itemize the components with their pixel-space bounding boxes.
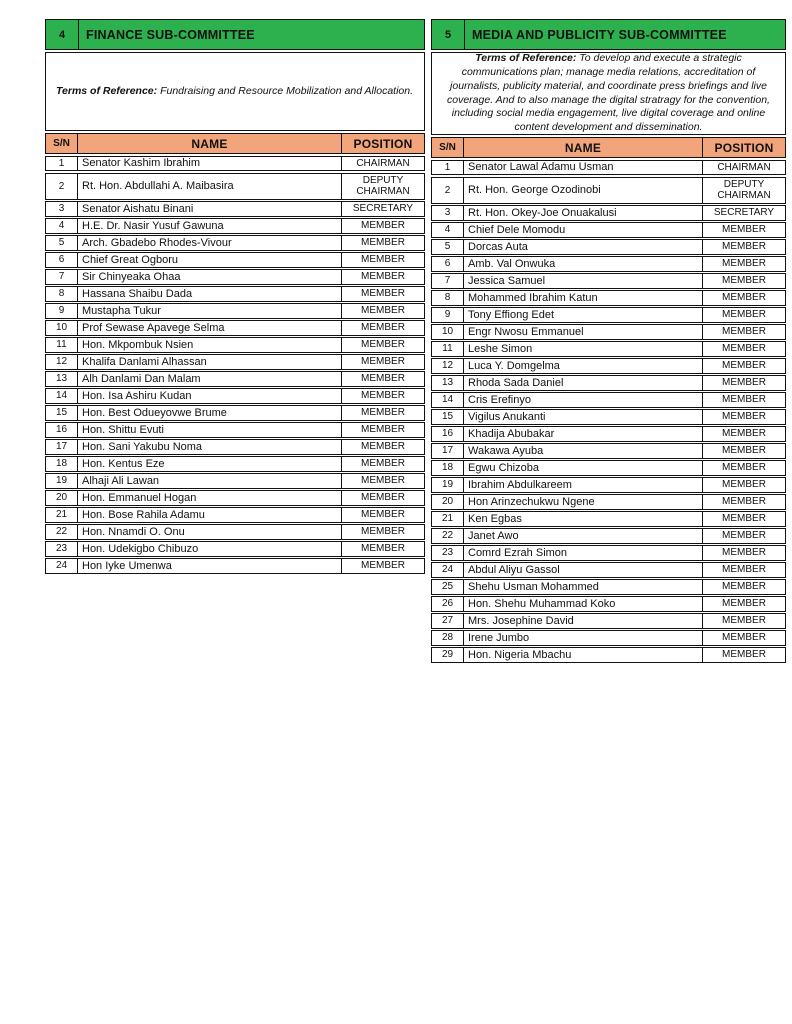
table-row	[45, 286, 425, 302]
cell-name: Hon. Nnamdi O. Onu	[78, 525, 342, 539]
cell-position: MEMBER	[722, 496, 766, 508]
cell-position: MEMBER	[722, 326, 766, 338]
cell-position: CHAIRMAN	[717, 161, 771, 173]
table-row	[45, 201, 425, 217]
cell-sn: 3	[432, 206, 464, 220]
cell-position: MEMBER	[361, 356, 405, 368]
cell-name: Hon. Kentus Eze	[78, 457, 342, 471]
column-header-sn: S/N	[432, 138, 464, 157]
cell-name: Rt. Hon. George Ozodinobi	[464, 178, 703, 203]
cell-sn: 12	[432, 359, 464, 373]
cell-name: Dorcas Auta	[464, 240, 703, 254]
cell-name: Comrd Ezrah Simon	[464, 546, 703, 560]
table-row	[431, 477, 786, 493]
table-row	[431, 647, 786, 663]
cell-name: Hon. Shittu Evuti	[78, 423, 342, 437]
cell-name: Chief Dele Momodu	[464, 223, 703, 237]
committee-number: 4	[46, 20, 79, 49]
cell-name: Egwu Chizoba	[464, 461, 703, 475]
table-row	[431, 177, 786, 204]
table-row	[431, 392, 786, 408]
cell-sn: 17	[432, 444, 464, 458]
cell-name: Prof Sewase Apavege Selma	[78, 321, 342, 335]
table-row	[431, 545, 786, 561]
cell-name: Senator Aishatu Binani	[78, 202, 342, 216]
cell-sn: 24	[46, 559, 78, 573]
table-row	[431, 409, 786, 425]
committee-title: FINANCE SUB-COMMITTEE	[86, 27, 255, 42]
cell-sn: 11	[432, 342, 464, 356]
cell-name: Amb. Val Onwuka	[464, 257, 703, 271]
cell-position: MEMBER	[361, 526, 405, 538]
cell-sn: 1	[46, 157, 78, 171]
cell-name: Rt. Hon. Okey-Joe Onuakalusi	[464, 206, 703, 220]
cell-position: MEMBER	[361, 254, 405, 266]
cell-position: MEMBER	[722, 615, 766, 627]
table-row	[431, 579, 786, 595]
cell-position: MEMBER	[361, 373, 405, 385]
table-row	[431, 630, 786, 646]
table-row	[45, 456, 425, 472]
cell-position: MEMBER	[722, 564, 766, 576]
cell-name: Tony Effiong Edet	[464, 308, 703, 322]
cell-name: Wakawa Ayuba	[464, 444, 703, 458]
cell-sn: 7	[432, 274, 464, 288]
cell-position: MEMBER	[722, 394, 766, 406]
column-header-name: NAME	[464, 138, 703, 157]
table-row	[431, 528, 786, 544]
cell-name: Mohammed Ibrahim Katun	[464, 291, 703, 305]
cell-name: Luca Y. Domgelma	[464, 359, 703, 373]
cell-position: MEMBER	[361, 458, 405, 470]
cell-name: Khalifa Danlami Alhassan	[78, 355, 342, 369]
cell-sn: 4	[432, 223, 464, 237]
cell-sn: 1	[432, 161, 464, 175]
table-row	[45, 371, 425, 387]
cell-position: SECRETARY	[713, 207, 775, 219]
cell-name: Senator Kashim Ibrahim	[78, 157, 342, 171]
cell-position: MEMBER	[722, 462, 766, 474]
table-row	[45, 558, 425, 574]
terms-body: Fundraising and Resource Mobilization and Allocation.	[160, 84, 414, 97]
table-column-header	[45, 133, 425, 154]
cell-position: MEMBER	[361, 492, 405, 504]
cell-sn: 16	[46, 423, 78, 437]
terms-of-reference-box	[45, 52, 425, 131]
cell-name: Hon. Best Odueyovwe Brume	[78, 406, 342, 420]
cell-sn: 16	[432, 427, 464, 441]
table-row	[431, 426, 786, 442]
table-row	[45, 405, 425, 421]
cell-sn: 8	[46, 287, 78, 301]
table-row	[45, 439, 425, 455]
cell-position: MEMBER	[361, 322, 405, 334]
cell-sn: 18	[432, 461, 464, 475]
cell-sn: 5	[46, 236, 78, 250]
cell-position: DEPUTY CHAIRMAN	[356, 175, 410, 197]
cell-sn: 4	[46, 219, 78, 233]
cell-position: MEMBER	[722, 258, 766, 270]
table-row	[431, 375, 786, 391]
cell-name: Hon. Bose Rahila Adamu	[78, 508, 342, 522]
table-row	[431, 596, 786, 612]
table-row	[45, 337, 425, 353]
cell-sn: 6	[46, 253, 78, 267]
cell-name: Rt. Hon. Abdullahi A. Maibasira	[78, 174, 342, 199]
terms-body: To develop and execute a strategic communications plan; manage media relations, accreditation of journalists, publicity material, and coordinate press briefings and live coverage. And to also manage the digital stratragy for the convention, including social media engagement, live digital coverage and online content development and dissemination.	[447, 51, 770, 134]
cell-position: MEMBER	[722, 343, 766, 355]
cell-position: MEMBER	[361, 560, 405, 572]
cell-position: MEMBER	[722, 411, 766, 423]
cell-position: MEMBER	[722, 513, 766, 525]
column-header-name: NAME	[78, 134, 342, 153]
cell-sn: 21	[46, 508, 78, 522]
cell-sn: 10	[432, 325, 464, 339]
cell-position: MEMBER	[361, 407, 405, 419]
cell-sn: 15	[46, 406, 78, 420]
column-header-position: POSITION	[353, 136, 413, 151]
column-header-sn: S/N	[46, 134, 78, 153]
table-row	[431, 239, 786, 255]
cell-name: Alh Danlami Dan Malam	[78, 372, 342, 386]
cell-position: DEPUTY CHAIRMAN	[717, 179, 771, 201]
cell-position: MEMBER	[361, 509, 405, 521]
cell-sn: 17	[46, 440, 78, 454]
cell-position: MEMBER	[361, 305, 405, 317]
cell-sn: 29	[432, 648, 464, 662]
cell-position: MEMBER	[361, 390, 405, 402]
committee-header-media	[431, 19, 786, 50]
table-row	[431, 443, 786, 459]
cell-position: MEMBER	[361, 220, 405, 232]
cell-name: Hon. Sani Yakubu Noma	[78, 440, 342, 454]
cell-name: Janet Awo	[464, 529, 703, 543]
cell-name: H.E. Dr. Nasir Yusuf Gawuna	[78, 219, 342, 233]
member-rows	[431, 160, 786, 663]
table-row	[431, 562, 786, 578]
cell-position: MEMBER	[722, 224, 766, 236]
cell-name: Hon. Mkpombuk Nsien	[78, 338, 342, 352]
cell-name: Hon Arinzechukwu Ngene	[464, 495, 703, 509]
cell-sn: 13	[432, 376, 464, 390]
cell-sn: 27	[432, 614, 464, 628]
table-row	[431, 273, 786, 289]
table-row	[45, 235, 425, 251]
cell-position: MEMBER	[722, 428, 766, 440]
table-row	[431, 160, 786, 176]
cell-name: Alhaji Ali Lawan	[78, 474, 342, 488]
cell-name: Hon. Nigeria Mbachu	[464, 648, 703, 662]
cell-position: MEMBER	[361, 475, 405, 487]
cell-position: MEMBER	[361, 543, 405, 555]
cell-name: Shehu Usman Mohammed	[464, 580, 703, 594]
cell-sn: 21	[432, 512, 464, 526]
cell-name: Irene Jumbo	[464, 631, 703, 645]
table-row	[45, 173, 425, 200]
cell-position: MEMBER	[361, 424, 405, 436]
table-row	[431, 511, 786, 527]
table-row	[45, 252, 425, 268]
committee-header-finance	[45, 19, 425, 50]
cell-position: MEMBER	[722, 479, 766, 491]
cell-name: Hon. Shehu Muhammad Koko	[464, 597, 703, 611]
table-row	[45, 388, 425, 404]
table-row	[45, 422, 425, 438]
cell-sn: 18	[46, 457, 78, 471]
table-row	[45, 354, 425, 370]
table-row	[45, 507, 425, 523]
column-header-position: POSITION	[714, 140, 774, 155]
terms-of-reference-box	[431, 52, 786, 135]
cell-position: MEMBER	[722, 530, 766, 542]
cell-name: Engr Nwosu Emmanuel	[464, 325, 703, 339]
cell-position: SECRETARY	[352, 203, 414, 215]
table-row	[45, 541, 425, 557]
cell-sn: 14	[46, 389, 78, 403]
table-column-header	[431, 137, 786, 158]
media-publicity-subcommittee-table	[431, 19, 786, 663]
cell-position: MEMBER	[722, 632, 766, 644]
cell-position: MEMBER	[722, 241, 766, 253]
cell-name: Sir Chinyeaka Ohaa	[78, 270, 342, 284]
cell-name: Leshe Simon	[464, 342, 703, 356]
terms-label: Terms of Reference:	[56, 84, 158, 97]
table-row	[45, 490, 425, 506]
cell-position: MEMBER	[722, 649, 766, 661]
cell-position: MEMBER	[722, 377, 766, 389]
cell-sn: 14	[432, 393, 464, 407]
committee-number: 5	[432, 20, 465, 49]
cell-name: Hassana Shaibu Dada	[78, 287, 342, 301]
table-row	[45, 303, 425, 319]
cell-name: Senator Lawal Adamu Usman	[464, 161, 703, 175]
cell-sn: 19	[46, 474, 78, 488]
cell-sn: 15	[432, 410, 464, 424]
cell-name: Rhoda Sada Daniel	[464, 376, 703, 390]
table-row	[431, 460, 786, 476]
cell-sn: 20	[46, 491, 78, 505]
table-row	[45, 524, 425, 540]
table-row	[431, 494, 786, 510]
table-row	[431, 205, 786, 221]
cell-position: MEMBER	[722, 275, 766, 287]
cell-name: Hon Iyke Umenwa	[78, 559, 342, 573]
terms-label: Terms of Reference:	[475, 51, 577, 64]
cell-position: MEMBER	[722, 309, 766, 321]
cell-sn: 22	[46, 525, 78, 539]
table-row	[45, 320, 425, 336]
cell-name: Ibrahim Abdulkareem	[464, 478, 703, 492]
cell-name: Cris Erefinyo	[464, 393, 703, 407]
cell-sn: 20	[432, 495, 464, 509]
terms-of-reference-text	[438, 52, 779, 136]
cell-position: MEMBER	[722, 360, 766, 372]
cell-sn: 12	[46, 355, 78, 369]
cell-sn: 28	[432, 631, 464, 645]
table-row	[45, 473, 425, 489]
table-row	[45, 156, 425, 172]
cell-position: MEMBER	[722, 598, 766, 610]
cell-sn: 22	[432, 529, 464, 543]
table-row	[431, 290, 786, 306]
cell-name: Hon. Udekigbo Chibuzo	[78, 542, 342, 556]
cell-sn: 2	[46, 174, 78, 199]
terms-of-reference-text	[56, 85, 414, 99]
cell-sn: 24	[432, 563, 464, 577]
cell-name: Mustapha Tukur	[78, 304, 342, 318]
cell-name: Mrs. Josephine David	[464, 614, 703, 628]
cell-sn: 7	[46, 270, 78, 284]
cell-name: Hon. Emmanuel Hogan	[78, 491, 342, 505]
cell-sn: 10	[46, 321, 78, 335]
table-row	[431, 324, 786, 340]
table-row	[431, 256, 786, 272]
table-row	[431, 613, 786, 629]
cell-position: MEMBER	[722, 445, 766, 457]
cell-name: Abdul Aliyu Gassol	[464, 563, 703, 577]
cell-name: Vigilus Anukanti	[464, 410, 703, 424]
cell-position: MEMBER	[361, 339, 405, 351]
cell-sn: 6	[432, 257, 464, 271]
cell-position: MEMBER	[722, 581, 766, 593]
cell-position: MEMBER	[361, 288, 405, 300]
cell-sn: 23	[46, 542, 78, 556]
table-row	[431, 222, 786, 238]
table-row	[431, 341, 786, 357]
table-row	[431, 358, 786, 374]
cell-position: MEMBER	[361, 271, 405, 283]
table-row	[431, 307, 786, 323]
cell-sn: 26	[432, 597, 464, 611]
cell-sn: 11	[46, 338, 78, 352]
cell-sn: 2	[432, 178, 464, 203]
table-row	[45, 218, 425, 234]
cell-name: Chief Great Ogboru	[78, 253, 342, 267]
cell-position: MEMBER	[722, 547, 766, 559]
cell-name: Ken Egbas	[464, 512, 703, 526]
cell-sn: 13	[46, 372, 78, 386]
table-row	[45, 269, 425, 285]
cell-sn: 3	[46, 202, 78, 216]
cell-name: Arch. Gbadebo Rhodes-Vivour	[78, 236, 342, 250]
cell-sn: 9	[432, 308, 464, 322]
cell-sn: 19	[432, 478, 464, 492]
cell-sn: 23	[432, 546, 464, 560]
cell-position: MEMBER	[361, 441, 405, 453]
cell-position: MEMBER	[722, 292, 766, 304]
finance-subcommittee-table	[45, 19, 425, 574]
committee-title: MEDIA AND PUBLICITY SUB-COMMITTEE	[472, 27, 727, 42]
cell-sn: 5	[432, 240, 464, 254]
cell-name: Khadija Abubakar	[464, 427, 703, 441]
cell-sn: 8	[432, 291, 464, 305]
cell-name: Hon. Isa Ashiru Kudan	[78, 389, 342, 403]
cell-sn: 25	[432, 580, 464, 594]
cell-position: MEMBER	[361, 237, 405, 249]
cell-sn: 9	[46, 304, 78, 318]
member-rows	[45, 156, 425, 574]
cell-name: Jessica Samuel	[464, 274, 703, 288]
cell-position: CHAIRMAN	[356, 157, 410, 169]
